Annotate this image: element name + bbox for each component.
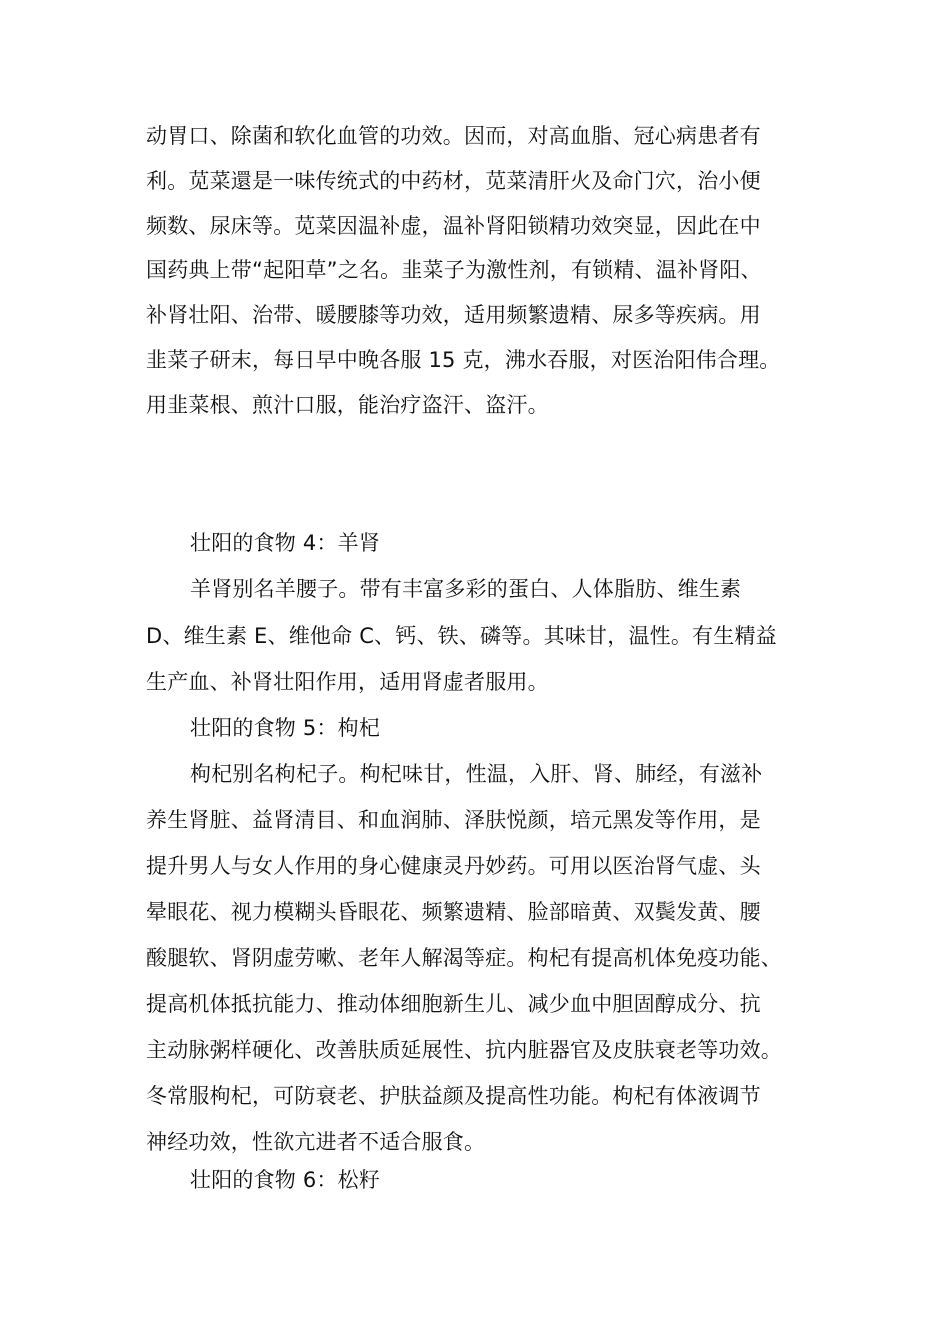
paragraph-line: 利。苋菜還是一味传统式的中药材，苋菜清肝火及命门穴，治小便 — [146, 169, 761, 193]
paragraph-line: 频数、尿床等。苋菜因温补虚，温补肾阳锁精功效突显，因此在中 — [146, 214, 761, 238]
paragraph-line: 提升男人与女人作用的身心健康灵丹妙药。可用以医治肾气虚、头 — [146, 854, 761, 878]
paragraph-line: 养生肾脏、益肾清目、和血润肺、泽肤悦颜，培元黑发等作用，是 — [146, 808, 761, 832]
paragraph-line: 羊肾别名羊腰子。带有丰富多彩的蛋白、人体脂肪、维生素 — [190, 577, 742, 601]
paragraph-line: 韭菜子研末，每日早中晚各服 15 克，沸水吞服，对医治阳伟合理。 — [146, 348, 781, 372]
paragraph-line: D、维生素 E、维他命 C、钙、铁、磷等。其味甘，温性。有生精益 — [146, 624, 777, 648]
paragraph-line: 国药典上带“起阳草”之名。韭菜子为激性剂，有锁精、温补肾阳、 — [146, 258, 762, 282]
paragraph-line: 补肾壮阳、治带、暖腰膝等功效，适用频繁遗精、尿多等疾病。用 — [146, 303, 761, 327]
paragraph-line: 枸杞别名枸杞子。枸杞味甘，性温，入肝、肾、肺经，有滋补 — [190, 762, 763, 786]
paragraph-line: 神经功效，性欲亢进者不适合服食。 — [146, 1130, 486, 1154]
section-heading: 壮阳的食物 4：羊肾 — [190, 531, 381, 555]
paragraph-line: 主动脉粥样硬化、改善肤质延展性、抗内脏器官及皮肤衰老等功效。 — [146, 1038, 782, 1062]
paragraph-line: 用韭菜根、煎汁口服，能治疗盗汗、盗汗。 — [146, 393, 549, 417]
paragraph-line: 动胃口、除菌和软化血管的功效。因而，对高血脂、冠心病患者有 — [146, 124, 761, 148]
paragraph-line: 酸腿软、肾阴虚劳嗽、老年人解渴等症。枸杞有提高机体免疫功能、 — [146, 946, 782, 970]
paragraph-line: 生产血、补肾壮阳作用，适用肾虚者服用。 — [146, 670, 549, 694]
section-heading: 壮阳的食物 6：松籽 — [190, 1168, 381, 1192]
section-heading: 壮阳的食物 5：枸杞 — [190, 716, 381, 740]
paragraph-line: 提高机体抵抗能力、推动体细胞新生儿、减少血中胆固醇成分、抗 — [146, 992, 761, 1016]
paragraph-line: 冬常服枸杞，可防衰老、护肤益颜及提高性功能。枸杞有体液调节 — [146, 1084, 761, 1108]
paragraph-line: 晕眼花、视力模糊头昏眼花、频繁遗精、脸部暗黄、双鬓发黄、腰 — [146, 900, 761, 924]
